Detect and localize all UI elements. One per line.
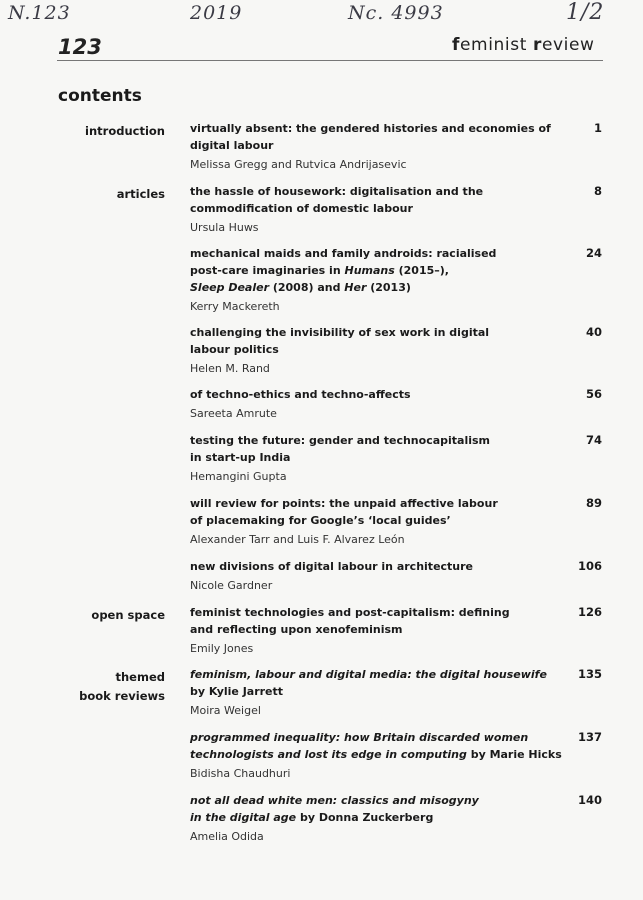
page-number: 40 [585,325,602,339]
title-line: digital labour [190,139,274,152]
title-italic: feminism, labour and digital media: the digital housewife [190,668,547,681]
title-segment: by Marie Hicks [466,748,562,761]
title-italic: programmed inequality: how Britain discarded women [190,731,529,744]
toc-entry [190,183,570,236]
entry-author: Amelia Odida [190,830,264,843]
toc-entry [190,120,570,173]
title-line: virtually absent: the gendered histories and economies of [190,122,551,135]
page-number: 1 [593,121,602,135]
title-line: challenging the invisibility of sex work in digital [190,326,490,339]
title-italic: Her [344,281,367,294]
journal-letter-f: f [452,35,460,55]
entry-author: Alexander Tarr and Luis F. Alvarez León [190,533,405,546]
page-number: 56 [585,387,602,401]
page-number: 137 [577,730,602,744]
handwritten-note-1: N.123 [8,2,71,24]
header-rule [57,60,603,61]
title-line: mechanical maids and family androids: racialised [190,247,497,260]
entry-author: Helen M. Rand [190,362,270,375]
section-open-space: open space [91,608,165,622]
entry-title [190,183,570,217]
page-number: 89 [585,496,602,510]
title-line: feminist technologies and post-capitalism: defining [190,606,510,619]
section-book-reviews: book reviews [79,689,165,703]
toc-entry [190,729,570,782]
section-articles: articles [116,187,165,201]
toc-entry [190,558,570,594]
title-line: the hassle of housework: digitalisation and the [190,185,484,198]
entry-title [190,386,570,403]
title-line: labour politics [190,343,279,356]
toc-entry [190,324,570,377]
entry-author: Ursula Huws [190,221,259,234]
page-number: 126 [577,605,602,619]
journal-title [452,35,595,55]
entry-title [190,120,570,154]
entry-author: Sareeta Amrute [190,407,277,420]
page-number: 74 [585,433,602,447]
title-italic: technologists and lost its edge in computing [190,748,467,761]
title-line: of placemaking for Google’s ‘local guides’ [190,514,451,527]
entry-title [190,604,570,638]
title-line: will review for points: the unpaid affective labour [190,497,498,510]
entry-title [190,245,570,296]
section-themed: themed [115,670,165,684]
contents-heading: contents [58,86,142,106]
handwritten-note-3: Nc. 4993 [348,2,444,24]
title-italic: not all dead white men: classics and misogyny [190,794,479,807]
entry-title [190,666,570,700]
journal-letter-r: r [532,35,542,55]
page-number: 140 [577,793,602,807]
entry-author: Hemangini Gupta [190,470,287,483]
handwritten-note-4: 1/2 [566,0,605,25]
page-number: 106 [577,559,602,573]
toc-entry [190,386,570,422]
title-line: commodification of domestic labour [190,202,413,215]
title-italic: in the digital age [190,811,297,824]
title-line: and reflecting upon xenofeminism [190,623,403,636]
title-italic: Sleep Dealer [190,281,269,294]
title-segment: by Donna Zuckerberg [296,811,434,824]
title-line: new divisions of digital labour in architecture [190,560,474,573]
toc-entry [190,666,570,719]
toc-entry [190,245,570,315]
title-segment: post-care imaginaries in [190,264,345,277]
journal-word-2: eview [541,35,595,55]
journal-word-1: eminist [460,35,533,55]
entry-author: Nicole Gardner [190,579,273,592]
title-segment: (2008) and [269,281,345,294]
entry-title [190,324,570,358]
section-introduction: introduction [85,124,165,138]
title-segment: (2013) [366,281,411,294]
toc-entry [190,604,570,657]
entry-author: Emily Jones [190,642,254,655]
entry-title [190,432,570,466]
page-number: 135 [577,667,602,681]
entry-title [190,792,570,826]
entry-author: Kerry Mackereth [190,300,280,313]
page-number: 24 [585,246,602,260]
handwritten-note-2: 2019 [190,2,243,24]
page-number: 8 [593,184,602,198]
entry-title [190,495,570,529]
entry-author: Moira Weigel [190,704,261,717]
entry-author: Melissa Gregg and Rutvica Andrijasevic [190,158,407,171]
entry-title [190,729,570,763]
toc-entry [190,495,570,548]
entry-author: Bidisha Chaudhuri [190,767,291,780]
issue-number: 123 [58,35,102,59]
title-line: testing the future: gender and technocapitalism [190,434,491,447]
toc-entry [190,792,570,845]
title-line: of techno-ethics and techno-affects [190,388,411,401]
toc-entry [190,432,570,485]
title-line: in start-up India [190,451,291,464]
entry-title [190,558,570,575]
title-segment: (2015–), [394,264,449,277]
title-italic: Humans [344,264,395,277]
title-segment: by Kylie Jarrett [190,685,284,698]
